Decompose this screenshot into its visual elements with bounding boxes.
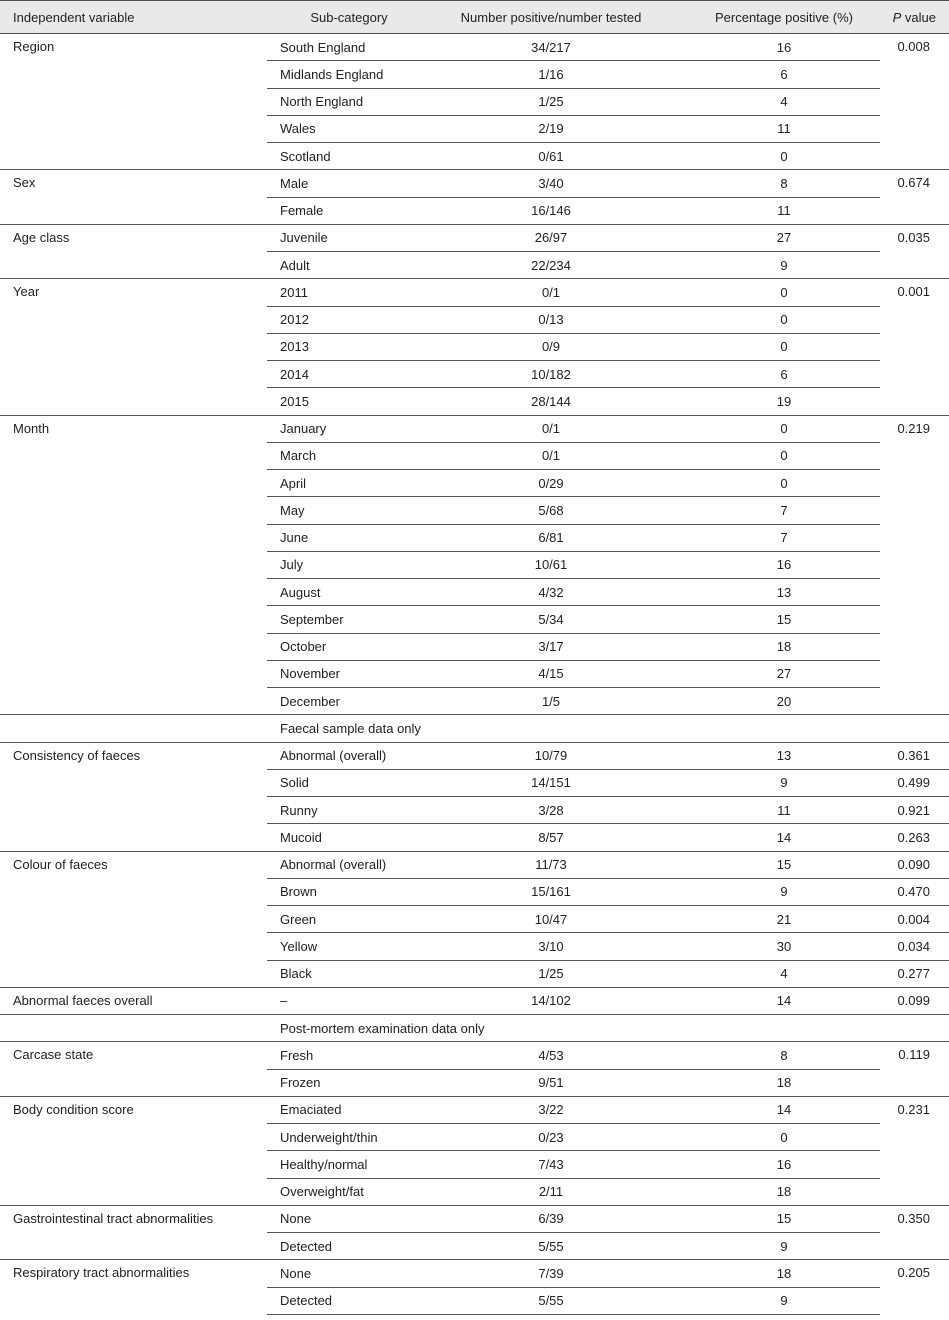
percentage-cell: 0 [688, 333, 880, 360]
sub-category-cell: None [267, 1205, 414, 1232]
number-cell: 10/79 [414, 742, 688, 769]
header-p-letter: P [892, 9, 902, 25]
p-value-cell: 0.921 [880, 797, 949, 824]
percentage-cell: 9 [688, 252, 880, 279]
number-cell: 1/25 [414, 960, 688, 987]
number-cell: 3/17 [414, 633, 688, 660]
percentage-cell: 19 [688, 388, 880, 415]
sub-category-cell: December [267, 688, 414, 715]
number-cell: 6/81 [414, 524, 688, 551]
percentage-cell: 0 [688, 306, 880, 333]
header-percentage-positive: Percentage positive (%) [688, 1, 880, 34]
percentage-cell: 14 [688, 824, 880, 851]
sub-category-cell: Yellow [267, 933, 414, 960]
number-cell: 4/53 [414, 1042, 688, 1069]
table-row [0, 1260, 949, 1287]
number-cell: 1/25 [414, 88, 688, 115]
p-value-cell: 0.004 [880, 906, 949, 933]
sub-category-cell: July [267, 551, 414, 578]
number-cell: 2/11 [414, 1178, 688, 1205]
variable-year: Year [0, 279, 267, 415]
percentage-cell: 7 [688, 497, 880, 524]
table-row [0, 170, 949, 197]
sub-category-cell: Runny [267, 797, 414, 824]
percentage-cell: 11 [688, 797, 880, 824]
table-row [0, 415, 949, 442]
sub-category-cell: January [267, 415, 414, 442]
number-cell: 0/9 [414, 333, 688, 360]
sub-category-cell: Wales [267, 115, 414, 142]
sub-category-cell: None [267, 1260, 414, 1287]
sub-category-cell: Scotland [267, 143, 414, 170]
number-cell: 1/16 [414, 61, 688, 88]
table-row [0, 1096, 949, 1123]
sub-category-cell: Detected [267, 1287, 414, 1314]
percentage-cell: 16 [688, 1151, 880, 1178]
percentage-cell: 27 [688, 660, 880, 687]
percentage-cell: 18 [688, 1178, 880, 1205]
number-cell: 0/1 [414, 279, 688, 306]
sub-category-cell: Abnormal (overall) [267, 851, 414, 878]
p-value-cell: 0.277 [880, 960, 949, 987]
table-row [0, 987, 949, 1014]
percentage-cell: 27 [688, 224, 880, 251]
number-cell: 14/102 [414, 987, 688, 1014]
table-row [0, 851, 949, 878]
percentage-cell: 9 [688, 1287, 880, 1314]
sub-category-cell: June [267, 524, 414, 551]
percentage-cell: 6 [688, 361, 880, 388]
number-cell: 14/151 [414, 769, 688, 796]
number-cell: 9/51 [414, 1069, 688, 1096]
percentage-cell: 13 [688, 742, 880, 769]
table-body [0, 34, 949, 1315]
percentage-cell: 18 [688, 1260, 880, 1287]
percentage-cell: 8 [688, 170, 880, 197]
sub-category-cell: Overweight/fat [267, 1178, 414, 1205]
number-cell: 26/97 [414, 224, 688, 251]
number-cell: 0/29 [414, 470, 688, 497]
variable-respiratory-tract-abnormalities: Respiratory tract abnormalities [0, 1260, 267, 1315]
sub-category-cell: May [267, 497, 414, 524]
p-value-cell: 0.008 [880, 34, 949, 170]
variable-region: Region [0, 34, 267, 170]
p-value-cell: 0.263 [880, 824, 949, 851]
post-mortem-section-note: Post-mortem examination data only [267, 1015, 949, 1042]
sub-category-cell: 2011 [267, 279, 414, 306]
sub-category-cell: October [267, 633, 414, 660]
number-cell: 10/182 [414, 361, 688, 388]
sub-category-cell: April [267, 470, 414, 497]
percentage-cell: 6 [688, 61, 880, 88]
section-note-row [0, 715, 949, 742]
percentage-cell: 15 [688, 1205, 880, 1232]
p-value-cell: 0.035 [880, 224, 949, 279]
sub-category-cell: March [267, 442, 414, 469]
table-header [0, 1, 949, 34]
percentage-cell: 18 [688, 1069, 880, 1096]
number-cell: 3/10 [414, 933, 688, 960]
percentage-cell: 0 [688, 442, 880, 469]
percentage-cell: 15 [688, 606, 880, 633]
sub-category-cell: Emaciated [267, 1096, 414, 1123]
percentage-cell: 16 [688, 551, 880, 578]
p-value-cell: 0.499 [880, 769, 949, 796]
section-note-row [0, 1015, 949, 1042]
number-cell: 0/13 [414, 306, 688, 333]
p-value-cell: 0.361 [880, 742, 949, 769]
percentage-cell: 0 [688, 279, 880, 306]
table-row [0, 1205, 949, 1232]
p-value-cell: 0.231 [880, 1096, 949, 1205]
variable-body-condition-score: Body condition score [0, 1096, 267, 1205]
number-cell: 6/39 [414, 1205, 688, 1232]
percentage-cell: 8 [688, 1042, 880, 1069]
number-cell: 0/1 [414, 442, 688, 469]
p-value-cell: 0.034 [880, 933, 949, 960]
p-value-cell: 0.219 [880, 415, 949, 715]
sub-category-cell: Frozen [267, 1069, 414, 1096]
table-row [0, 224, 949, 251]
number-cell: 5/55 [414, 1233, 688, 1260]
percentage-cell: 0 [688, 415, 880, 442]
p-value-cell: 0.470 [880, 878, 949, 905]
header-row [0, 1, 949, 34]
sub-category-cell: Underweight/thin [267, 1124, 414, 1151]
faecal-section-note: Faecal sample data only [267, 715, 949, 742]
number-cell: 8/57 [414, 824, 688, 851]
number-cell: 11/73 [414, 851, 688, 878]
percentage-cell: 30 [688, 933, 880, 960]
header-p-value [880, 1, 949, 34]
number-cell: 22/234 [414, 252, 688, 279]
sub-category-cell: South England [267, 34, 414, 61]
number-cell: 3/28 [414, 797, 688, 824]
number-cell: 16/146 [414, 197, 688, 224]
table-row [0, 34, 949, 61]
sub-category-cell: Juvenile [267, 224, 414, 251]
sub-category-cell: Brown [267, 878, 414, 905]
number-cell: 5/68 [414, 497, 688, 524]
number-cell: 0/23 [414, 1124, 688, 1151]
number-cell: 2/19 [414, 115, 688, 142]
sub-category-cell: 2014 [267, 361, 414, 388]
sub-category-cell: 2015 [267, 388, 414, 415]
sub-category-cell: Solid [267, 769, 414, 796]
sub-category-cell: Female [267, 197, 414, 224]
sub-category-cell: Midlands England [267, 61, 414, 88]
number-cell: 3/22 [414, 1096, 688, 1123]
number-cell: 10/47 [414, 906, 688, 933]
percentage-cell: 0 [688, 143, 880, 170]
variable-colour-of-faeces: Colour of faeces [0, 851, 267, 987]
number-cell: 4/32 [414, 579, 688, 606]
number-cell: 3/40 [414, 170, 688, 197]
percentage-cell: 14 [688, 987, 880, 1014]
sub-category-cell: 2013 [267, 333, 414, 360]
number-cell: 5/55 [414, 1287, 688, 1314]
sub-category-cell: Fresh [267, 1042, 414, 1069]
sub-category-cell: Mucoid [267, 824, 414, 851]
percentage-cell: 9 [688, 769, 880, 796]
number-cell: 0/61 [414, 143, 688, 170]
sub-category-cell: Healthy/normal [267, 1151, 414, 1178]
percentage-cell: 20 [688, 688, 880, 715]
percentage-cell: 0 [688, 1124, 880, 1151]
number-cell: 7/39 [414, 1260, 688, 1287]
percentage-cell: 13 [688, 579, 880, 606]
percentage-cell: 18 [688, 633, 880, 660]
sub-category-cell: Abnormal (overall) [267, 742, 414, 769]
p-value-cell: 0.119 [880, 1042, 949, 1097]
p-value-cell: 0.090 [880, 851, 949, 878]
percentage-cell: 9 [688, 878, 880, 905]
percentage-cell: 11 [688, 115, 880, 142]
number-cell: 15/161 [414, 878, 688, 905]
header-sub-category-label: Sub-category [310, 9, 388, 25]
p-value-cell: 0.674 [880, 170, 949, 225]
p-value-cell: 0.001 [880, 279, 949, 415]
percentage-cell: 7 [688, 524, 880, 551]
number-cell: 4/15 [414, 660, 688, 687]
number-cell: 34/217 [414, 34, 688, 61]
variable-consistency-of-faeces: Consistency of faeces [0, 742, 267, 851]
table-row [0, 1042, 949, 1069]
number-cell: 1/5 [414, 688, 688, 715]
sub-category-cell: – [267, 987, 414, 1014]
percentage-cell: 16 [688, 34, 880, 61]
variable-carcase-state: Carcase state [0, 1042, 267, 1097]
sub-category-cell: North England [267, 88, 414, 115]
variable-sex: Sex [0, 170, 267, 225]
variable-gi-tract-abnormalities: Gastrointestinal tract abnormalities [0, 1205, 267, 1260]
percentage-cell: 9 [688, 1233, 880, 1260]
sub-category-cell: Adult [267, 252, 414, 279]
sub-category-cell: Green [267, 906, 414, 933]
header-number-positive: Number positive/number tested [414, 1, 688, 34]
sub-category-cell: Black [267, 960, 414, 987]
percentage-cell: 11 [688, 197, 880, 224]
variable-month: Month [0, 415, 267, 715]
number-cell: 5/34 [414, 606, 688, 633]
variable-age-class: Age class [0, 224, 267, 279]
number-cell: 10/61 [414, 551, 688, 578]
header-p-value-suffix: value [901, 9, 936, 25]
number-cell: 28/144 [414, 388, 688, 415]
p-value-cell: 0.205 [880, 1260, 949, 1315]
percentage-cell: 0 [688, 470, 880, 497]
sub-category-cell: September [267, 606, 414, 633]
percentage-cell: 4 [688, 88, 880, 115]
sub-category-cell: 2012 [267, 306, 414, 333]
percentage-cell: 14 [688, 1096, 880, 1123]
sub-category-cell: November [267, 660, 414, 687]
table-row [0, 742, 949, 769]
percentage-cell: 21 [688, 906, 880, 933]
p-value-cell: 0.350 [880, 1205, 949, 1260]
number-cell: 7/43 [414, 1151, 688, 1178]
sub-category-cell: Male [267, 170, 414, 197]
variable-abnormal-faeces-overall: Abnormal faeces overall [0, 987, 267, 1014]
header-sub-category [267, 1, 414, 34]
sub-category-cell: August [267, 579, 414, 606]
percentage-cell: 4 [688, 960, 880, 987]
table-row [0, 279, 949, 306]
header-independent-variable: Independent variable [0, 1, 267, 34]
number-cell: 0/1 [414, 415, 688, 442]
sub-category-cell: Detected [267, 1233, 414, 1260]
p-value-cell: 0.099 [880, 987, 949, 1014]
percentage-cell: 15 [688, 851, 880, 878]
